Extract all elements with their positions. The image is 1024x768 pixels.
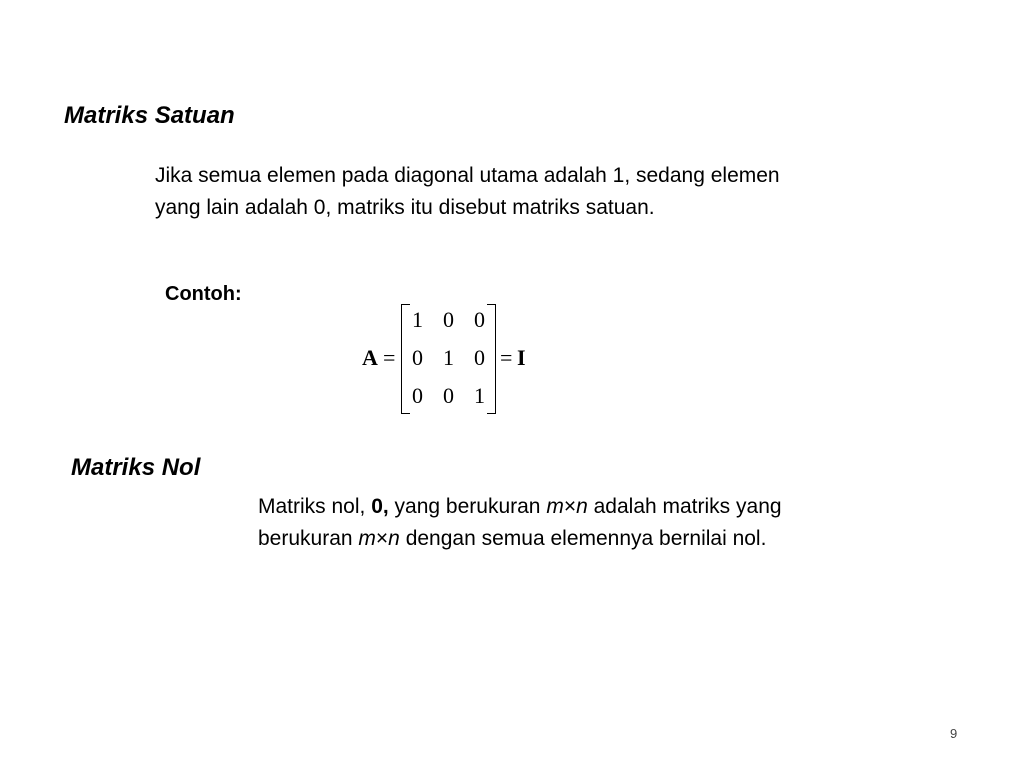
matrix-cell: 1 <box>443 345 454 370</box>
matrix-lhs-symbol: A <box>362 345 378 370</box>
definition-matriks-satuan <box>155 160 955 224</box>
matrix-cell: 0 <box>412 345 423 370</box>
matrix-cell: 0 <box>443 307 454 332</box>
text-segment: berukuran <box>258 527 359 550</box>
section-heading-matriks-nol: Matriks Nol <box>71 454 201 481</box>
equals-sign-right: = <box>500 345 513 370</box>
section-heading-matriks-satuan: Matriks Satuan <box>64 102 235 129</box>
equals-sign-left: = <box>383 345 396 370</box>
matrix-cell: 0 <box>412 383 423 408</box>
page-number: 9 <box>950 726 958 741</box>
times-symbol: × <box>375 527 389 550</box>
var-n: n <box>576 495 588 518</box>
definition-matriks-nol <box>258 491 958 555</box>
definition-line-1: Jika semua elemen pada diagonal utama adalah 1, sedang elemen <box>155 164 780 187</box>
times-symbol: × <box>563 495 577 518</box>
zero-symbol: 0, <box>371 495 389 518</box>
definition-line-2: yang lain adalah 0, matriks itu disebut matriks satuan. <box>155 196 655 219</box>
var-n: n <box>388 527 400 550</box>
text-segment: adalah matriks yang <box>587 495 782 518</box>
text-segment: yang berukuran <box>388 495 547 518</box>
matrix-cell: 0 <box>474 345 485 370</box>
matrix-cell: 0 <box>474 307 485 332</box>
matrix-cell: 1 <box>474 383 485 408</box>
var-m: m <box>546 495 564 518</box>
matrix-rhs-symbol: I <box>517 345 526 370</box>
matrix-cell: 0 <box>443 383 454 408</box>
matrix-bracket-left <box>401 304 410 414</box>
text-segment: Matriks nol, <box>258 495 372 518</box>
var-m: m <box>358 527 376 550</box>
example-label: Contoh: <box>165 283 242 305</box>
text-segment: dengan semua elemennya bernilai nol. <box>399 527 767 550</box>
matrix-cell: 1 <box>412 307 423 332</box>
matrix-bracket-right <box>487 304 496 414</box>
